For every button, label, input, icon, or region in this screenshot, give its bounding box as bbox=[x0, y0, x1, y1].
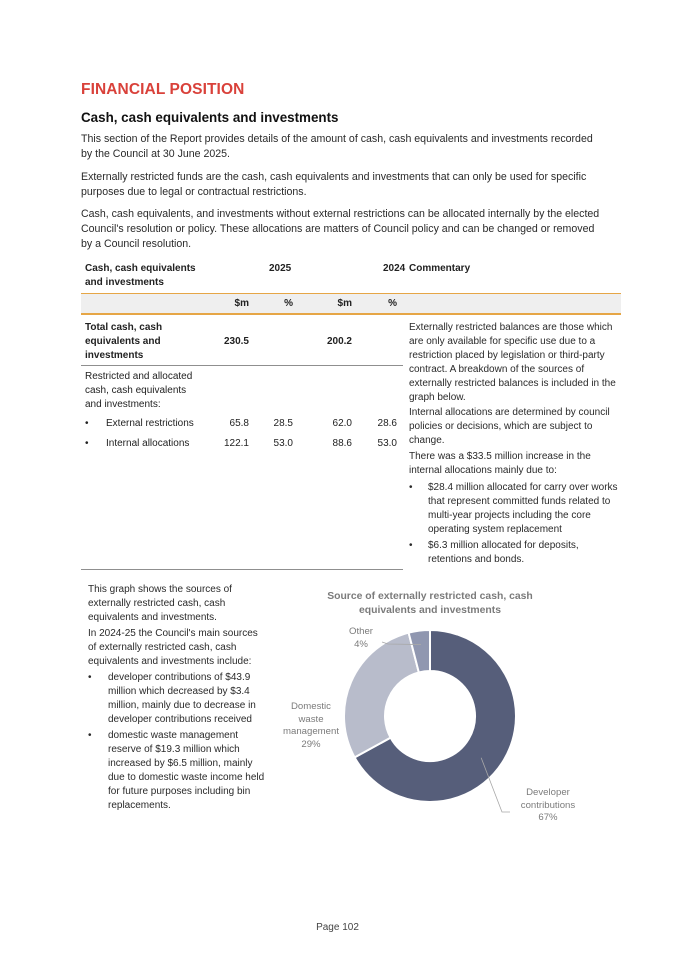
total-2025-m: 230.5 bbox=[223, 336, 249, 347]
label-developer-name: Developer contributions bbox=[520, 787, 576, 811]
page-heading: FINANCIAL POSITION bbox=[81, 81, 245, 98]
bullet-dot: • bbox=[88, 730, 92, 741]
commentary-paragraph: There was a $33.5 million increase in the internal allocations mainly due to: bbox=[409, 451, 591, 476]
commentary-paragraph: Externally restricted balances are those which are only available for specific use due to a restriction placed by legislation or third-party contract. A breakdown of the sources of externally restricted balances is included in the graph below. bbox=[409, 322, 616, 403]
bullet-dot: • bbox=[88, 672, 92, 683]
label-domestic-value: 29% bbox=[301, 738, 321, 750]
unit-2024-m: $m bbox=[337, 298, 352, 309]
label-developer-value: 67% bbox=[538, 812, 558, 823]
label-other-value: 4% bbox=[354, 638, 368, 650]
restricted-funds-paragraph: Externally restricted funds are the cash, cash equivalents and investments that can only be used for specific purposes due to legal or contractual restrictions. bbox=[81, 171, 587, 198]
label-other bbox=[339, 626, 383, 651]
bullet-text: $6.3 million allocated for deposits, retentions and bonds. bbox=[428, 540, 579, 565]
table-header-label: Cash, cash equivalents and investments bbox=[85, 263, 196, 288]
row-2024-m: 62.0 bbox=[332, 418, 352, 429]
table-header-2025: 2025 bbox=[269, 263, 292, 274]
bullet-dot: • bbox=[409, 540, 413, 551]
graph-intro-paragraph: This graph shows the sources of externally restricted cash, cash equivalents and investments. bbox=[88, 584, 232, 623]
slice-domestic-waste-management bbox=[344, 633, 419, 758]
restricted-label: Restricted and allocated cash, cash equivalents and investments: bbox=[85, 371, 193, 410]
table-units-rule bbox=[81, 313, 621, 315]
label-other-name: Other bbox=[349, 626, 373, 637]
unit-2025-m: $m bbox=[234, 298, 249, 309]
total-label: Total cash, cash equivalents and investments bbox=[85, 322, 163, 361]
row-2024-pct: 53.0 bbox=[377, 438, 397, 449]
unit-2024-pct: % bbox=[388, 298, 397, 309]
bullet-text: $28.4 million allocated for carry over works that represent committed funds related to multi-year projects including the core operating system replacement bbox=[428, 482, 618, 535]
row-bullet: • bbox=[85, 438, 89, 449]
row-2024-m: 88.6 bbox=[332, 438, 352, 449]
table-bottom-rule bbox=[81, 569, 403, 570]
row-2025-m: 65.8 bbox=[229, 418, 249, 429]
label-developer bbox=[514, 787, 582, 825]
label-domestic-name: Domestic waste management bbox=[283, 701, 339, 737]
bullet-text: developer contributions of $43.9 million which decreased by $3.4 million, mainly due to decrease in developer contributions received bbox=[108, 672, 256, 725]
page-number: Page 102 bbox=[316, 922, 359, 933]
label-domestic bbox=[279, 701, 343, 751]
bullet-text: domestic waste management reserve of $19.3 million which increased by $6.5 million, mainly due to domestic waste income held for future purposes including bin replacements. bbox=[108, 730, 265, 811]
graph-sources-paragraph: In 2024-25 the Council's main sources of externally restricted cash, cash equivalents and investments include: bbox=[88, 628, 258, 667]
bullet-dot: • bbox=[409, 482, 413, 493]
commentary-paragraph: Internal allocations are determined by council policies or decisions, which are subject to change. bbox=[409, 407, 610, 446]
row-2025-pct: 28.5 bbox=[273, 418, 293, 429]
chart-title: Source of externally restricted cash, cash equivalents and investments bbox=[327, 591, 533, 616]
total-2024-m: 200.2 bbox=[326, 336, 352, 347]
table-header-2024: 2024 bbox=[383, 263, 406, 274]
total-row-divider bbox=[81, 365, 403, 366]
internal-allocation-paragraph: Cash, cash equivalents, and investments without external restrictions can be allocated internally by the elected Council's resolution or policy. These allocations are matters of Council policy and can be changed or removed by a Council resolution. bbox=[81, 208, 600, 250]
commentary-bottom-tick bbox=[395, 569, 401, 570]
table-header-commentary: Commentary bbox=[409, 263, 471, 274]
section-heading: Cash, cash equivalents and investments bbox=[81, 110, 339, 125]
row-label: External restrictions bbox=[106, 418, 194, 429]
intro-paragraph: This section of the Report provides details of the amount of cash, cash equivalents and investments recorded by the Council at 30 June 2025. bbox=[81, 133, 593, 160]
row-2024-pct: 28.6 bbox=[377, 418, 397, 429]
row-bullet: • bbox=[85, 418, 89, 429]
unit-2025-pct: % bbox=[284, 298, 293, 309]
row-label: Internal allocations bbox=[106, 438, 190, 449]
row-2025-pct: 53.0 bbox=[273, 438, 293, 449]
row-2025-m: 122.1 bbox=[223, 438, 249, 449]
